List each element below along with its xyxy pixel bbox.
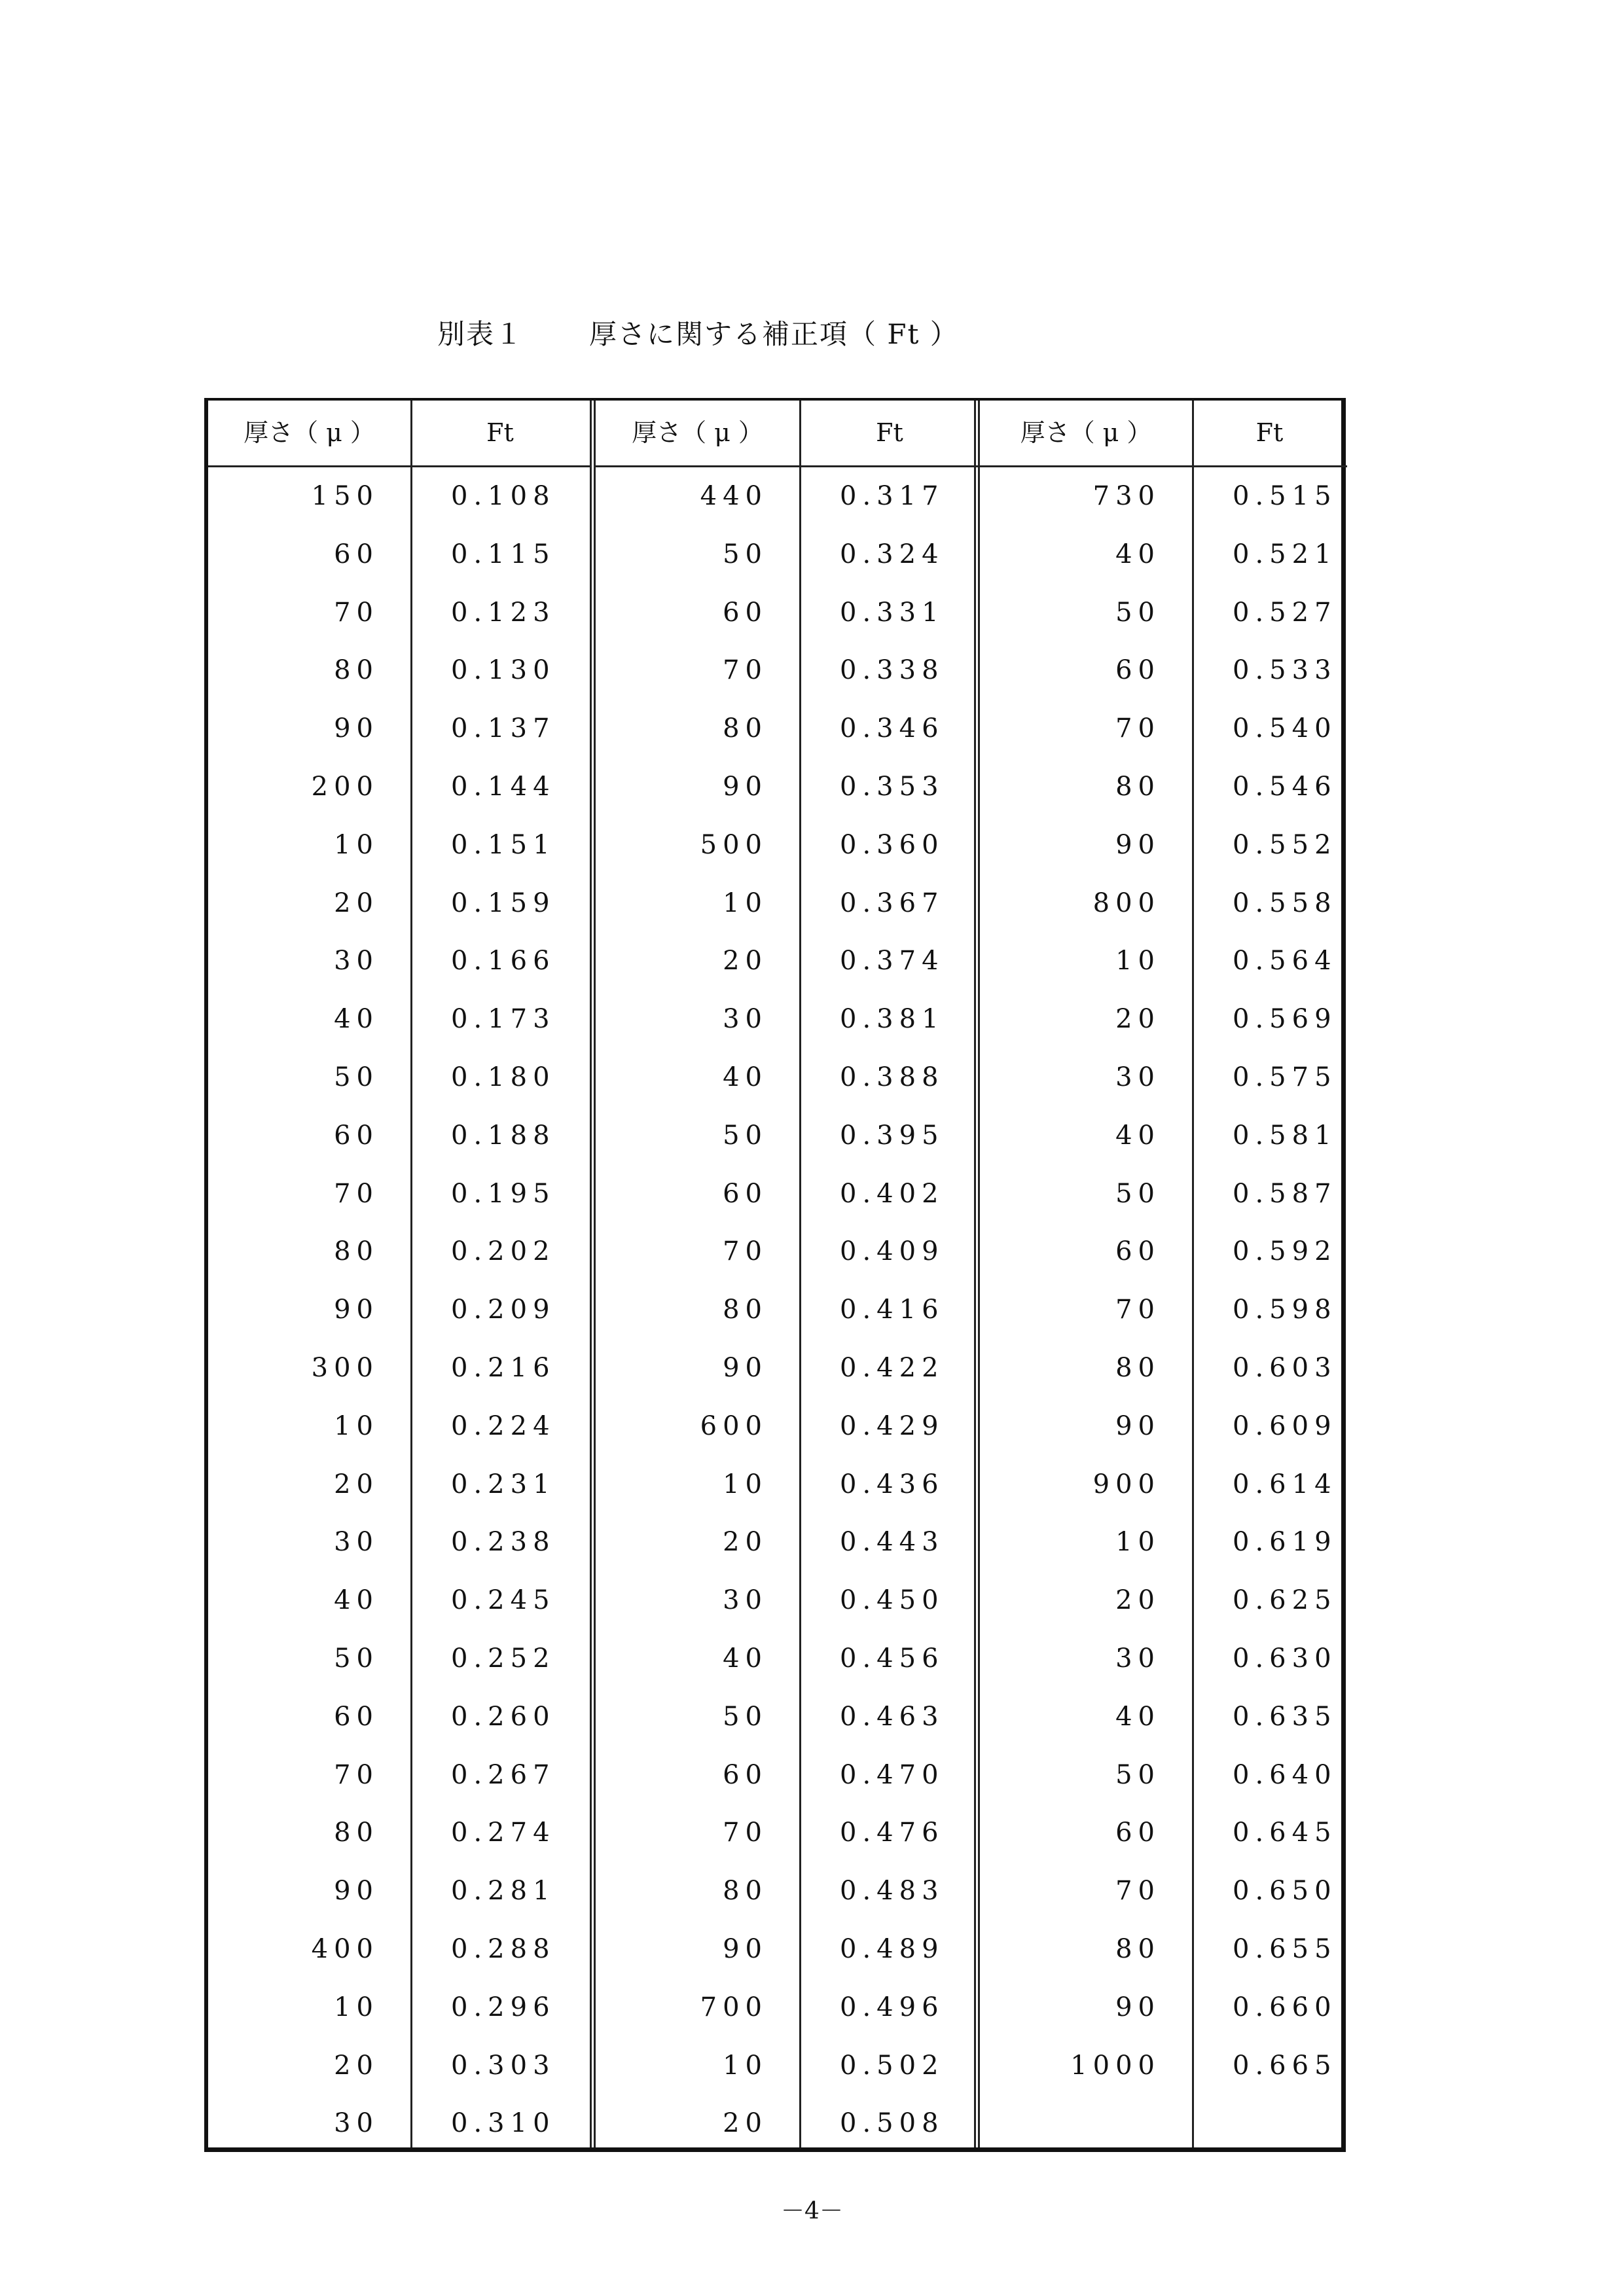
- thickness-cell: 60: [334, 1120, 379, 1151]
- thickness-cell: 40: [1115, 1701, 1161, 1732]
- thickness-cell: 30: [334, 2108, 379, 2139]
- thickness-cell: 80: [723, 1876, 768, 1907]
- thickness-cell: 70: [723, 1818, 768, 1848]
- thickness-cell: 80: [723, 713, 768, 744]
- ft-cell: 0.231: [451, 1469, 556, 1499]
- thickness-cell: 50: [1115, 597, 1161, 628]
- thickness-cell: 20: [723, 2108, 768, 2139]
- thickness-cell: 70: [334, 597, 379, 628]
- thickness-cell: 730: [1092, 481, 1161, 511]
- thickness-cell: 90: [334, 1295, 379, 1325]
- ft-cell: 0.173: [451, 1004, 556, 1035]
- ft-cell: 0.137: [451, 713, 556, 744]
- ft-cell: 0.665: [1233, 2050, 1337, 2081]
- ft-cell: 0.635: [1233, 1701, 1337, 1732]
- ft-cell: 0.456: [840, 1643, 945, 1674]
- ft-cell: 0.381: [840, 1004, 945, 1035]
- thickness-cell: 80: [723, 1295, 768, 1325]
- ft-cell: 0.374: [840, 946, 945, 977]
- ft-cell: 0.436: [840, 1469, 945, 1499]
- ft-cell: 0.640: [1233, 1759, 1337, 1790]
- thickness-cell: 60: [723, 597, 768, 628]
- ft-cell: 0.422: [840, 1353, 945, 1383]
- thickness-cell: 70: [1115, 1876, 1161, 1907]
- thickness-cell: 70: [723, 655, 768, 686]
- ft-cell: 0.123: [451, 597, 556, 628]
- ft-cell: 0.317: [840, 481, 945, 511]
- ft-cell: 0.533: [1233, 655, 1337, 686]
- header-thickness: 厚さ（ μ ）: [1020, 418, 1152, 447]
- ft-cell: 0.609: [1233, 1410, 1337, 1441]
- thickness-cell: 80: [1115, 1934, 1161, 1964]
- thickness-cell: 50: [334, 1643, 379, 1674]
- ft-cell: 0.346: [840, 713, 945, 744]
- thickness-cell: 50: [723, 1120, 768, 1151]
- ft-cell: 0.546: [1233, 772, 1337, 802]
- ft-cell: 0.209: [451, 1295, 556, 1325]
- thickness-cell: 80: [1115, 772, 1161, 802]
- thickness-cell: 90: [334, 713, 379, 744]
- ft-cell: 0.630: [1233, 1643, 1337, 1674]
- thickness-cell: 800: [1092, 888, 1161, 918]
- ft-cell: 0.569: [1233, 1004, 1337, 1035]
- ft-cell: 0.429: [840, 1410, 945, 1441]
- ft-cell: 0.625: [1233, 1585, 1337, 1616]
- thickness-cell: 80: [334, 1236, 379, 1267]
- thickness-cell: 90: [723, 1934, 768, 1964]
- ft-cell: 0.416: [840, 1295, 945, 1325]
- thickness-cell: 600: [700, 1410, 768, 1441]
- ft-cell: 0.476: [840, 1818, 945, 1848]
- thickness-cell: 20: [1115, 1004, 1161, 1035]
- ft-cell: 0.115: [451, 539, 556, 569]
- thickness-cell: 20: [334, 1469, 379, 1499]
- ft-cell: 0.310: [451, 2108, 556, 2139]
- ft-cell: 0.274: [451, 1818, 556, 1848]
- table-number: 別表１: [437, 318, 524, 350]
- thickness-cell: 30: [723, 1585, 768, 1616]
- ft-cell: 0.296: [451, 1992, 556, 2022]
- thickness-cell: 60: [334, 539, 379, 569]
- ft-cell: 0.353: [840, 772, 945, 802]
- thickness-cell: 60: [723, 1759, 768, 1790]
- thickness-cell: 20: [723, 1527, 768, 1558]
- thickness-cell: 70: [1115, 713, 1161, 744]
- header-row: [596, 401, 980, 467]
- thickness-cell: 40: [1115, 539, 1161, 569]
- header-thickness: 厚さ（ μ ）: [244, 418, 375, 447]
- ft-cell: 0.367: [840, 888, 945, 918]
- ft-cell: 0.151: [451, 829, 556, 860]
- header-ft: Ft: [1255, 418, 1284, 447]
- ft-cell: 0.502: [840, 2050, 945, 2081]
- thickness-cell: 60: [1115, 1236, 1161, 1267]
- ft-cell: 0.252: [451, 1643, 556, 1674]
- ft-cell: 0.130: [451, 655, 556, 686]
- thickness-cell: 70: [334, 1759, 379, 1790]
- thickness-cell: 900: [1092, 1469, 1161, 1499]
- thickness-cell: 80: [334, 1818, 379, 1848]
- thickness-cell: 1000: [1070, 2050, 1161, 2081]
- thickness-cell: 10: [723, 1469, 768, 1499]
- ft-cell: 0.581: [1233, 1120, 1337, 1151]
- thickness-cell: 500: [700, 829, 768, 860]
- column-group-2: [590, 401, 980, 2147]
- thickness-cell: 50: [334, 1062, 379, 1092]
- thickness-cell: 20: [334, 888, 379, 918]
- thickness-cell: 10: [1115, 1527, 1161, 1558]
- ft-cell: 0.527: [1233, 597, 1337, 628]
- ft-cell: 0.216: [451, 1353, 556, 1383]
- ft-cell: 0.558: [1233, 888, 1337, 918]
- thickness-cell: 20: [723, 946, 768, 977]
- thickness-cell: 50: [1115, 1178, 1161, 1209]
- thickness-cell: 80: [1115, 1353, 1161, 1383]
- ft-cell: 0.614: [1233, 1469, 1337, 1499]
- ft-cell: 0.180: [451, 1062, 556, 1092]
- thickness-cell: 10: [723, 2050, 768, 2081]
- thickness-cell: 200: [311, 772, 379, 802]
- ft-cell: 0.202: [451, 1236, 556, 1267]
- header-row: [980, 401, 1347, 467]
- ft-cell: 0.540: [1233, 713, 1337, 744]
- ft-cell: 0.288: [451, 1934, 556, 1964]
- table-title: [437, 313, 959, 352]
- thickness-cell: 40: [1115, 1120, 1161, 1151]
- thickness-cell: 300: [311, 1353, 379, 1383]
- thickness-cell: 10: [334, 829, 379, 860]
- ft-cell: 0.324: [840, 539, 945, 569]
- ft-cell: 0.619: [1233, 1527, 1337, 1558]
- ft-cell: 0.603: [1233, 1353, 1337, 1383]
- page-number: －4－: [781, 2198, 843, 2225]
- ft-cell: 0.463: [840, 1701, 945, 1732]
- ft-cell: 0.483: [840, 1876, 945, 1907]
- ft-cell: 0.267: [451, 1759, 556, 1790]
- ft-cell: 0.144: [451, 772, 556, 802]
- thickness-cell: 400: [311, 1934, 379, 1964]
- ft-cell: 0.592: [1233, 1236, 1337, 1267]
- thickness-cell: 10: [334, 1410, 379, 1441]
- ft-cell: 0.195: [451, 1178, 556, 1209]
- thickness-cell: 50: [1115, 1759, 1161, 1790]
- thickness-cell: 20: [1115, 1585, 1161, 1616]
- ft-cell: 0.409: [840, 1236, 945, 1267]
- ft-cell: 0.303: [451, 2050, 556, 2081]
- table-caption: 厚さに関する補正項（ Ft ）: [589, 318, 959, 350]
- thickness-cell: 20: [334, 2050, 379, 2081]
- ft-cell: 0.575: [1233, 1062, 1337, 1092]
- ft-cell: 0.496: [840, 1992, 945, 2022]
- ft-cell: 0.388: [840, 1062, 945, 1092]
- thickness-cell: 90: [723, 772, 768, 802]
- thickness-cell: 70: [334, 1178, 379, 1209]
- ft-cell: 0.587: [1233, 1178, 1337, 1209]
- ft-cell: 0.166: [451, 946, 556, 977]
- ft-cell: 0.338: [840, 655, 945, 686]
- thickness-cell: 90: [1115, 829, 1161, 860]
- thickness-cell: 30: [1115, 1062, 1161, 1092]
- ft-cell: 0.402: [840, 1178, 945, 1209]
- header-ft: Ft: [486, 418, 514, 447]
- ft-cell: 0.598: [1233, 1295, 1337, 1325]
- ft-cell: 0.508: [840, 2108, 945, 2139]
- header-row: [208, 401, 590, 467]
- thickness-cell: 40: [723, 1062, 768, 1092]
- thickness-cell: 150: [311, 481, 379, 511]
- thickness-cell: 30: [1115, 1643, 1161, 1674]
- thickness-cell: 30: [334, 1527, 379, 1558]
- thickness-cell: 90: [1115, 1992, 1161, 2022]
- thickness-cell: 30: [723, 1004, 768, 1035]
- ft-cell: 0.650: [1233, 1876, 1337, 1907]
- thickness-cell: 70: [723, 1236, 768, 1267]
- column-group-1: [208, 401, 590, 2147]
- ft-cell: 0.655: [1233, 1934, 1337, 1964]
- ft-cell: 0.238: [451, 1527, 556, 1558]
- thickness-cell: 50: [723, 539, 768, 569]
- thickness-cell: 30: [334, 946, 379, 977]
- ft-cell: 0.245: [451, 1585, 556, 1616]
- correction-table: [204, 398, 1346, 2152]
- ft-cell: 0.395: [840, 1120, 945, 1151]
- thickness-cell: 440: [700, 481, 768, 511]
- ft-cell: 0.224: [451, 1410, 556, 1441]
- thickness-cell: 90: [334, 1876, 379, 1907]
- ft-cell: 0.552: [1233, 829, 1337, 860]
- thickness-cell: 70: [1115, 1295, 1161, 1325]
- ft-cell: 0.108: [451, 481, 556, 511]
- thickness-cell: 40: [334, 1585, 379, 1616]
- ft-cell: 0.260: [451, 1701, 556, 1732]
- ft-cell: 0.331: [840, 597, 945, 628]
- header-ft: Ft: [876, 418, 903, 447]
- thickness-cell: 90: [1115, 1410, 1161, 1441]
- thickness-cell: 90: [723, 1353, 768, 1383]
- thickness-cell: 10: [1115, 946, 1161, 977]
- ft-cell: 0.188: [451, 1120, 556, 1151]
- ft-cell: 0.489: [840, 1934, 945, 1964]
- thickness-cell: 60: [1115, 1818, 1161, 1848]
- ft-cell: 0.660: [1233, 1992, 1337, 2022]
- thickness-cell: 10: [723, 888, 768, 918]
- thickness-cell: 40: [334, 1004, 379, 1035]
- thickness-cell: 60: [1115, 655, 1161, 686]
- ft-cell: 0.159: [451, 888, 556, 918]
- header-thickness: 厚さ（ μ ）: [632, 418, 763, 447]
- thickness-cell: 40: [723, 1643, 768, 1674]
- ft-cell: 0.450: [840, 1585, 945, 1616]
- ft-cell: 0.281: [451, 1876, 556, 1907]
- thickness-cell: 60: [723, 1178, 768, 1209]
- ft-cell: 0.470: [840, 1759, 945, 1790]
- thickness-cell: 50: [723, 1701, 768, 1732]
- column-group-3: [974, 401, 1347, 2147]
- ft-cell: 0.645: [1233, 1818, 1337, 1848]
- thickness-cell: 60: [334, 1701, 379, 1732]
- thickness-cell: 700: [700, 1992, 768, 2022]
- ft-cell: 0.564: [1233, 946, 1337, 977]
- ft-cell: 0.443: [840, 1527, 945, 1558]
- ft-cell: 0.521: [1233, 539, 1337, 569]
- ft-cell: 0.515: [1233, 481, 1337, 511]
- thickness-cell: 10: [334, 1992, 379, 2022]
- thickness-cell: 80: [334, 655, 379, 686]
- ft-cell: 0.360: [840, 829, 945, 860]
